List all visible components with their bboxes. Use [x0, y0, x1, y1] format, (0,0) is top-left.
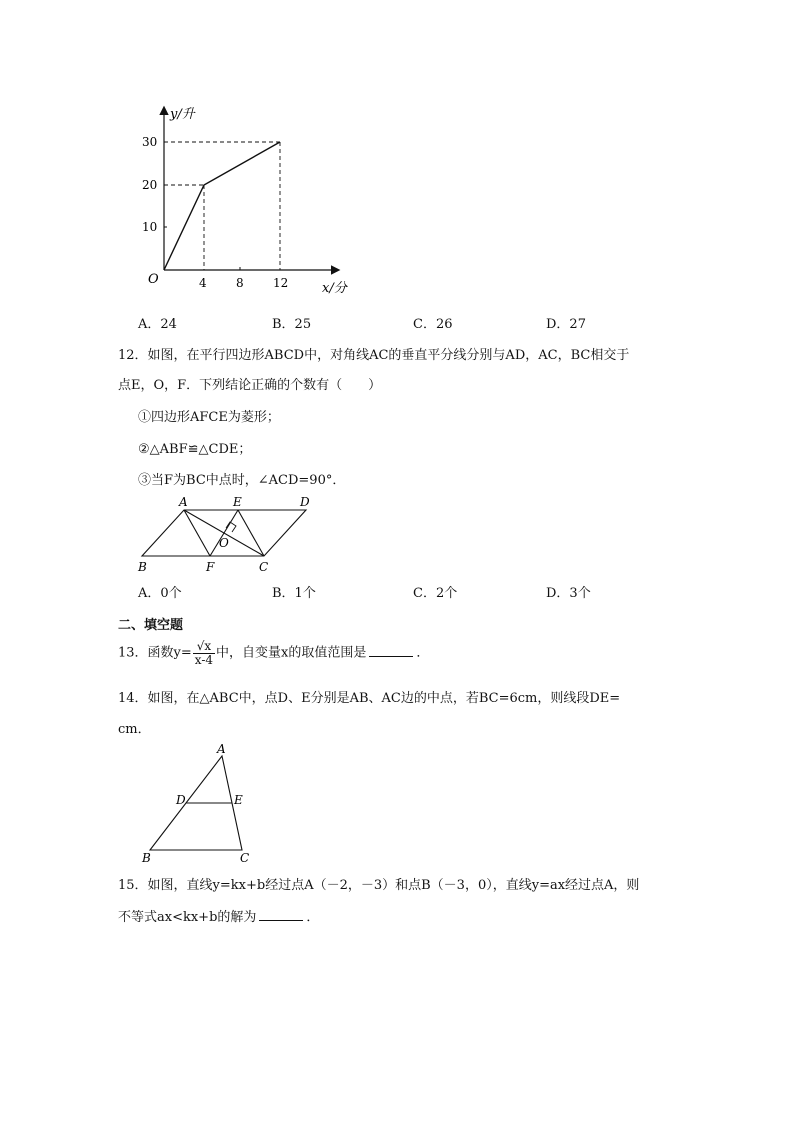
q11-option-b[interactable]: B．25 [272, 317, 312, 332]
q12-option-a[interactable]: A．0个 [138, 586, 182, 601]
y-axis-label: y/升 [170, 107, 195, 122]
q12-option-b[interactable]: B．1个 [272, 586, 316, 601]
x-axis-label: x/分 [322, 281, 347, 296]
label-b: B [142, 851, 151, 865]
q11-option-a[interactable]: A．24 [138, 317, 177, 332]
q12-stem-line2: 点E，O，F．下列结论正确的个数有（ ） [118, 378, 382, 393]
q15-stem-line1: 15．如图，直线y=kx+b经过点A（－2，－3）和点B（－3，0），直线y=ax经过点A，则 [118, 878, 640, 893]
label-d: D [300, 495, 310, 509]
label-f: F [206, 560, 215, 574]
label-d: D [176, 793, 186, 807]
x-tick-4: 4 [199, 276, 207, 290]
q11-option-c[interactable]: C．26 [413, 317, 453, 332]
q13-stem [118, 640, 429, 666]
q11-option-d[interactable]: D．27 [546, 317, 586, 332]
y-tick-20: 20 [142, 178, 158, 192]
label-c: C [259, 560, 269, 574]
q13-answer-blank[interactable] [369, 644, 413, 657]
q15-end: ． [306, 910, 320, 925]
label-b: B [138, 560, 147, 574]
q14-stem-line1: 14．如图，在△ABC中，点D、E分别是AB、AC边的中点，若BC=6cm，则线段DE= [118, 691, 621, 706]
q13-prefix: 13．函数y= [118, 645, 192, 661]
q13-suffix: 中，自变量x的取值范围是 [216, 645, 367, 661]
q15-answer-blank[interactable] [259, 908, 303, 921]
q13-numerator: √x [193, 640, 215, 654]
q13-denominator: x-4 [194, 652, 214, 667]
q13-fraction [193, 640, 215, 666]
q12-option-c[interactable]: C．2个 [413, 586, 458, 601]
label-e: E [234, 793, 243, 807]
y-tick-10: 10 [142, 220, 158, 234]
q12-stem-line1: 12．如图，在平行四边形ABCD中，对角线AC的垂直平分线分别与AD，AC，BC相交于 [118, 348, 630, 363]
x-tick-8: 8 [236, 276, 244, 290]
y-tick-30: 30 [142, 135, 158, 149]
label-c: C [240, 851, 250, 865]
q13-end: ． [416, 645, 430, 661]
graph-line [164, 142, 280, 270]
q15-stem-line2 [118, 906, 319, 925]
q12-option-d[interactable]: D．3个 [546, 586, 591, 601]
section-heading-fill-in: 二、填空题 [118, 618, 184, 633]
label-o: O [219, 536, 229, 550]
q12-item-1: ①四边形AFCE为菱形； [138, 410, 280, 425]
label-a: A [217, 742, 226, 756]
q12-item-3: ③当F为BC中点时，∠ACD=90°． [138, 473, 346, 488]
label-a: A [179, 495, 188, 509]
q12-item-2: ②△ABF≌△CDE； [138, 442, 252, 457]
q11-graph [130, 100, 360, 300]
label-e: E [233, 495, 242, 509]
x-tick-12: 12 [273, 276, 289, 290]
q14-stem-line2: cm． [118, 722, 151, 737]
q14-figure [138, 740, 258, 866]
q15-prefix: 不等式ax<kx+b的解为 [118, 910, 257, 925]
origin-label: O [148, 272, 159, 287]
q12-figure [130, 492, 330, 576]
